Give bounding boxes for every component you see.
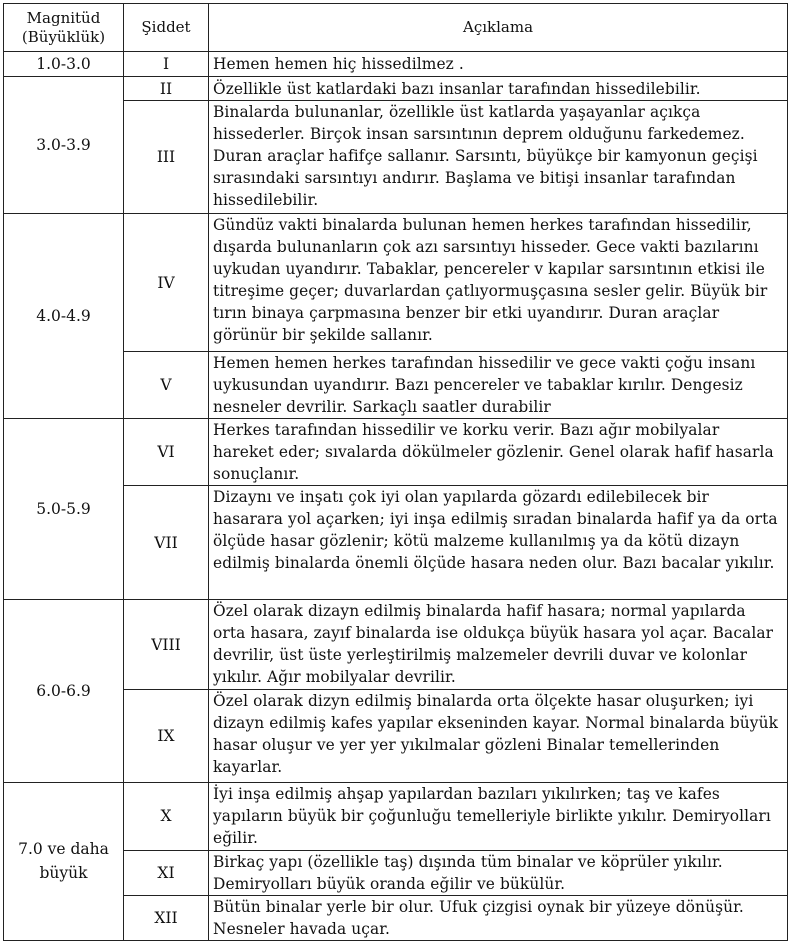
description-header: Açıklama xyxy=(209,4,788,52)
magnitude-cell: 6.0-6.9 xyxy=(4,600,124,782)
severity-cell: IV xyxy=(124,214,209,351)
description-cell: Özellikle üst katlardaki bazı insanlar tarafından hissedilebilir. xyxy=(209,77,788,101)
description-cell: Birkaç yapı (özellikle taş) dışında tüm binalar ve köprüler yıkılır. Demiryolları büyük oranda eğilir ve bükülür. xyxy=(209,850,788,895)
earthquake-intensity-table xyxy=(3,3,788,941)
table-row xyxy=(4,77,788,101)
description-cell: Özel olarak dizayn edilmiş binalarda hafif hasara; normal yapılarda orta hasara, zayıf binalarda ise oldukça büyük hasara yol açar. Bacalar devrilir, üst üste yerleştirilmiş malzemeler devrili duvar ve kolonlar yıkılır. Ağır mobilyalar devrilir. xyxy=(209,600,788,690)
description-cell: Herkes tarafından hissedilir ve korku verir. Bazı ağır mobilyalar hareket eder; sıvalarda dökülmeler gözlenir. Genel olarak hafif hasarla sonuçlanır. xyxy=(209,418,788,485)
severity-cell: II xyxy=(124,77,209,101)
severity-cell: VIII xyxy=(124,600,209,690)
severity-cell: XII xyxy=(124,895,209,940)
magnitude-cell: 4.0-4.9 xyxy=(4,214,124,418)
magnitude-header: Magnitüd (Büyüklük) xyxy=(4,4,124,52)
description-cell: Hemen hemen herkes tarafından hissedilir ve gece vakti çoğu insanı uykusundan uyandırır. Bazı pencereler ve tabaklar kırılır. Dengesiz nesneler devrilir. Sarkaçlı saatler durabilir xyxy=(209,351,788,418)
severity-cell: I xyxy=(124,52,209,77)
table-row xyxy=(4,52,788,77)
magnitude-cell: 1.0-3.0 xyxy=(4,52,124,77)
severity-cell: X xyxy=(124,782,209,850)
table-row xyxy=(4,782,788,850)
description-cell: Binalarda bulunanlar, özellikle üst katlarda yaşayanlar açıkça hissederler. Birçok insan sarsıntının deprem olduğunu farkedemez. Duran araçlar hafifçe sallanır. Sarsıntı, büyükçe bir kamyonun geçişi sırasındaki sarsıntıyı andırır. Başlama ve bitişi insanlar tarafından hissedilebilir. xyxy=(209,101,788,214)
description-cell: Dizaynı ve inşatı çok iyi olan yapılarda gözardı edilebilecek bir hasarara yol açarken; iyi inşa edilmiş sıradan binalarda hafif ya da orta ölçüde hasar gözlenir; kötü malzeme kullanılmış ya da kötü dizayn edilmiş binalarda önemli ölçüde hasara neden olur. Bazı bacalar yıkılır. xyxy=(209,485,788,599)
severity-cell: IX xyxy=(124,690,209,782)
table-row xyxy=(4,600,788,690)
table-row xyxy=(4,418,788,485)
severity-cell: VII xyxy=(124,485,209,599)
severity-cell: VI xyxy=(124,418,209,485)
severity-cell: V xyxy=(124,351,209,418)
description-cell: Özel olarak dizyn edilmiş binalarda orta ölçekte hasar oluşurken; iyi dizayn edilmiş kafes yapılar ekseninden kayar. Normal binalarda büyük hasar oluşur ve yer yer yıkılmalar gözleni Binalar temellerinden kayarlar. xyxy=(209,690,788,782)
magnitude-cell: 3.0-3.9 xyxy=(4,77,124,214)
description-cell: İyi inşa edilmiş ahşap yapılardan bazıları yıkılırken; taş ve kafes yapıların büyük bir çoğunluğu temelleriyle birlikte yıkılır. Demiryolları eğilir. xyxy=(209,782,788,850)
severity-cell: XI xyxy=(124,850,209,895)
table-row xyxy=(4,214,788,351)
description-cell: Hemen hemen hiç hissedilmez . xyxy=(209,52,788,77)
header-row xyxy=(4,4,788,52)
magnitude-cell: 5.0-5.9 xyxy=(4,418,124,599)
description-cell: Bütün binalar yerle bir olur. Ufuk çizgisi oynak bir yüzeye dönüşür. Nesneler havada uçar. xyxy=(209,895,788,940)
severity-cell: III xyxy=(124,101,209,214)
severity-header: Şiddet xyxy=(124,4,209,52)
description-cell: Gündüz vakti binalarda bulunan hemen herkes tarafından hissedilir, dışarda bulunanların çok azı sarsıntıyı hisseder. Gece vakti bazılarını uykudan uyandırır. Tabaklar, pencereler v kapılar sarsıntının etkisi ile titreşime geçer; duvarlardan çatlıyormuşçasına sesler gelir. Büyük bir tırın binaya çarpmasına benzer bir etki uyandırır. Duran araçlar görünür bir şekilde sallanır. xyxy=(209,214,788,351)
magnitude-cell: 7.0 ve daha büyük xyxy=(4,782,124,940)
